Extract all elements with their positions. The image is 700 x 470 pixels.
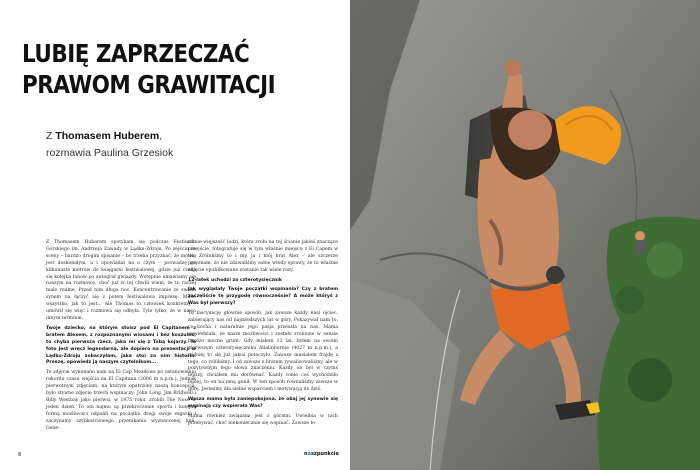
answer-3: Mama również związana jest z górami. Uwielbia w nich przebywać, choć niekoniecznie się wspinać. Zawsze to- [188,413,338,426]
climber-hand [504,60,522,76]
question-1: Twoje dziecko, na którym stoisz pod El Capitanem z bratem Alexem, z rozpoznanymi wiosami i bez koszulek, to chyba pierwsza rzecz, jaka mi się z Tobą kojarzy. To foto jest wręcz legendarną, ale dopiero na prezentacji w Lądku-Zdroju zobaczyłam, jaka stoi za nim historia. Proszę, opowiedz ją naszym czytelnikom... [46,325,196,366]
question-2: Jak wyglądały Twoje początki wspinania? Czy z bratem zaczęliście tę przygodę równocześnie? A może któryś z Was był pierwszy? [188,287,338,307]
byline-line-2: rozmawia Paulina Grzesiok [46,147,174,159]
title-line-1: LUBIĘ ZAPRZECZAĆ [22,39,250,68]
byline-prefix: Z [46,130,56,142]
logo-accent: a [307,451,311,457]
article-title [22,38,280,100]
tree-2 [647,242,683,278]
tree-1 [616,286,644,314]
right-page-photo [350,0,700,470]
byline-suffix: , [159,130,163,142]
question-3: Wasza mama była zaniepokojona, że obaj jej synowie się wspinają czy wspierała Was? [188,397,338,409]
climber-torso [478,158,560,300]
text-column-1 [46,240,196,435]
page-number: 8 [18,452,22,458]
section-subheading: 12-latek uchodzi za czterotysięcznik [188,277,282,283]
answer-1-continued: ralnie więjszość ludzi, która zrobi na tej ścianie jakieś znaczące przejście, fotografuje się w tym właśnie miejscu z El Capem w tle. Zrobiliśmy to i my, ja i mój brat Alex – ale szczerze przyznam, że nie zdawaliśmy sobie wtedy sprawy, że to właśnie zdjęcie opublikowane zostanie tak wiele razy. [188,240,338,273]
logo-rest: szpunkcie [310,451,339,457]
paragraph-intro: Z Thomasem Huberem spotykam się podczas Festiwalu Górskiego im. Andrzeja Zawady w Lądku-Zdroju. Po zejściu ze sceny – bardzo drogim spisanie – bo trzeba przyznać, że mówią jest doskonałym, a i opowiadał na o czym – prowadzę go kilkunaste metrów do księgarni festiwalowej, gdzie już czeka się kolejka fanów po autograf gwiazdy. Wstępnie umawiamy się naszym na rozmowę, choć już w tej chwili wiem, że to raczej mało realne. Przed nim długa noc. Koncentrowanie ze swoim synem na łączyć się z potem festiwalowa imprezę. Mimo wszystko, jak to jest... Ale Thomas to człowiek konkretny – umówił się więc i rozmowa się odbyła. Tyle tylko, że w nieco innym terminie. [46,240,196,321]
text-column-2 [188,240,338,431]
interviewee-name: Thomasem Huberem [55,130,160,142]
other-climber-body [635,240,645,254]
logo-prefix: n [304,451,308,457]
other-climber-head [635,231,645,241]
tree-3 [628,358,672,402]
magazine-logo [304,451,339,457]
byline [46,128,173,162]
byline-line-1 [46,128,173,145]
climber-face [508,110,552,150]
answer-1: To zdjęcie wykonano nam na El Cap Meadows po ustanowieniu rekordu czasu wejścia na El Capitana (2006 m n.p.m.). Jednak pierwotnym zdjęciem, na którym opatrzony naszą koncepcją, było stywne zdjęcie trzech wspinaczy: John Long, Jim Bridwell i Billy Westbay jako pierwsi, w 1975 roku, zrobili The Nose w jeden dzień. To oni najmu są przekroczenie sportu i kolejną formą możliwości odpalili na początku drogi swoje zegarki i zaczynamy szybkościowego przenikania wyznaczonej linii. Gene- [46,370,196,431]
climber-photo [350,0,700,470]
title-line-2: PRAWOM GRAWITACJI [22,70,276,99]
chalk-bag [546,266,564,284]
answer-2: Tę fascynację głównie sposób, jak zawsze każdy nasi ojciec, zabierający nas od najmłodszych lat w góry. Pokazywał nam to, co kocha i naturalnie jego pasja przeszła na nas. Mama powiedziała, że nasze możliwości i zostało zrobione w sensie bardzo mocne grunt. Gdy miałem 13 lat, byłem na swoim pierwszym czterotysięczniku Allalinhornie (4027 m n.p.m.), a później to się już jakoś potoczyło. Zawsze musiałem frajdę z tego, co robiliśmy. I od zawsze z bratem rywalizowaliśmy, ale w pozytywnym tego słowa znaczeniu. Każdy on był w czymś lepszy, chciałem mu dorównać. Każdy tonie coś wychodziło lepiej, to on na mną gonił. W ten sposób równaliśmy zawsze w górę. Jesteśmy dla siebie wsparciem i motywacją do dziś. [188,311,338,393]
